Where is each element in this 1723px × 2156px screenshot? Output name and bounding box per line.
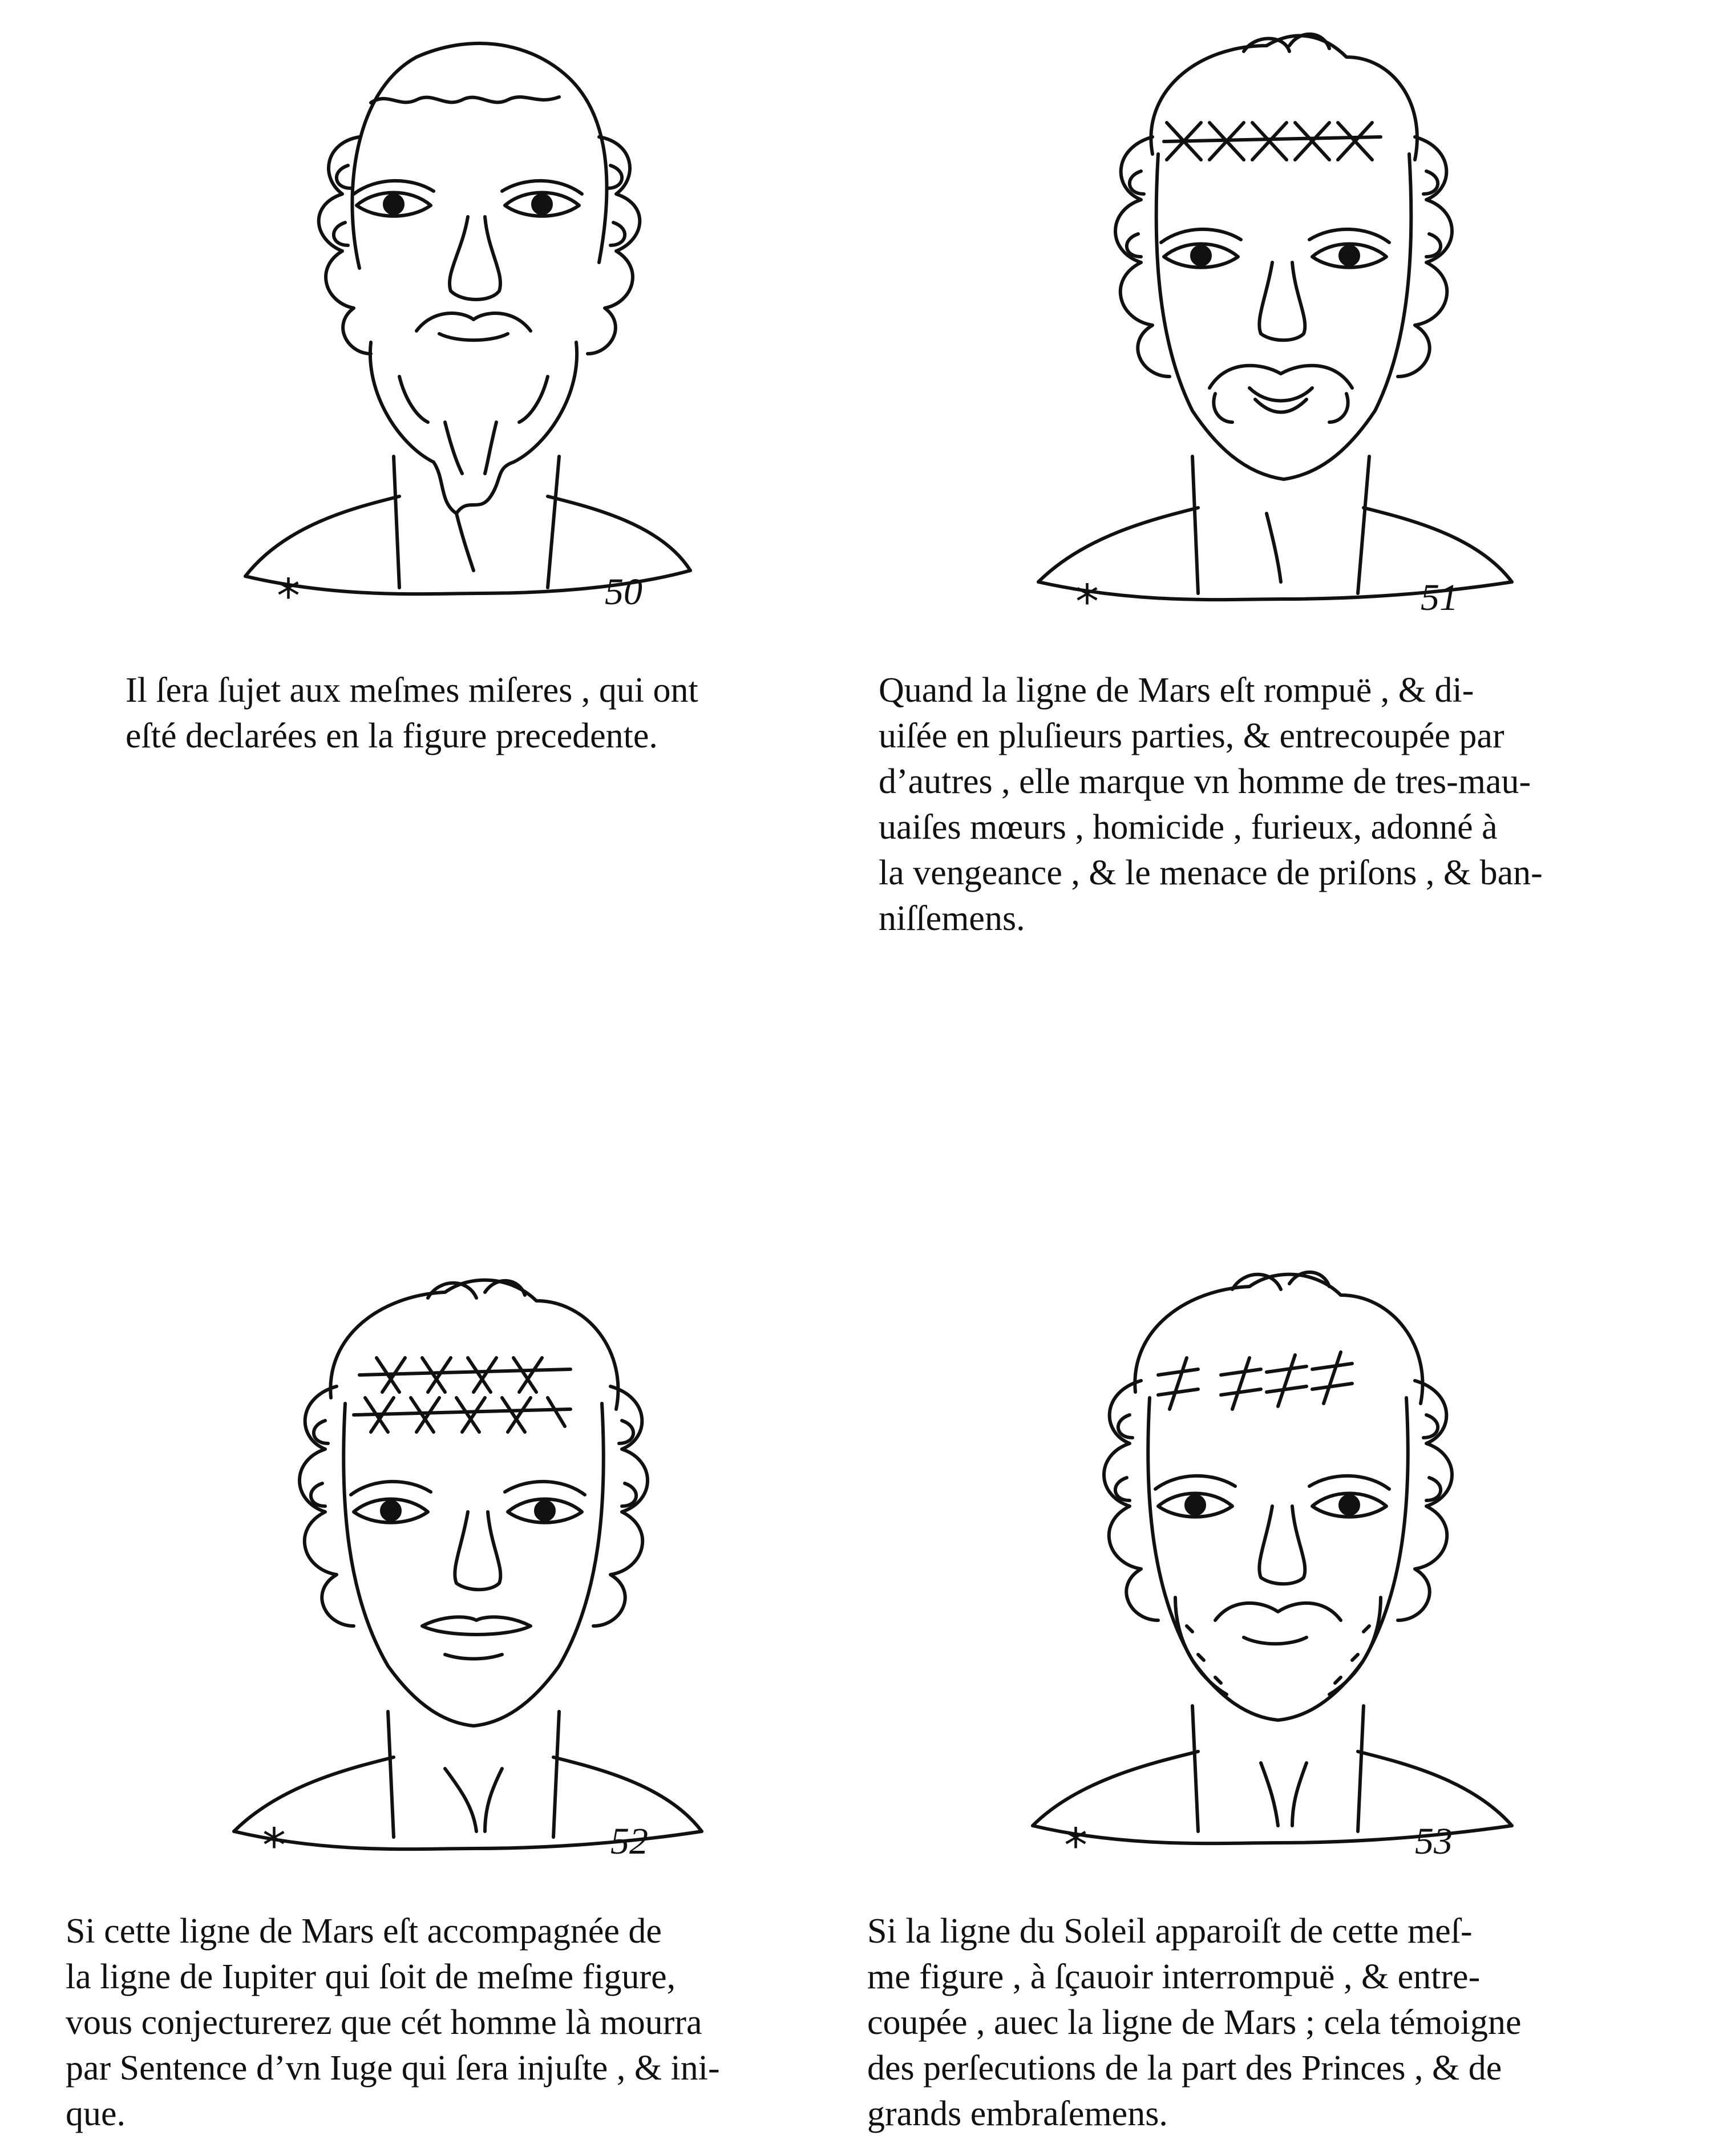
star-mark-51: *: [1075, 575, 1099, 629]
face-illustration-51: [1027, 23, 1540, 622]
star-mark-52: *: [262, 1819, 286, 1873]
caption-53-line: me figure , à ſçauoir interrompuë , & entre-: [867, 1957, 1481, 1996]
caption-50-line: eſté declarées en la figure precedente.: [126, 717, 658, 755]
figure-51: [1027, 23, 1540, 629]
caption-50-line: Il ſera ſujet aux meſmes miſeres , qui ont: [126, 671, 698, 710]
caption-53-line: grands embraſemens.: [867, 2094, 1168, 2133]
figure-number-52: 52: [610, 1821, 648, 1862]
caption-52-line: par Sentence d’vn Iuge qui ſera injuſte , & ini-: [66, 2049, 720, 2088]
caption-52-line: vous conjecturerez que cét homme là mourra: [66, 2003, 702, 2042]
figure-number-50: 50: [605, 571, 642, 613]
figure-52: [217, 1267, 730, 1873]
caption-52: [66, 1908, 830, 2137]
caption-53-line: des perſecutions de la part des Princes , & de: [867, 2049, 1502, 2088]
caption-52-line: Si cette ligne de Mars eſt accompagnée de: [66, 1912, 662, 1951]
caption-53-line: coupée , auec la ligne de Mars ; cela témoigne: [867, 2003, 1522, 2042]
star-mark-53: *: [1064, 1819, 1087, 1873]
face-illustration-53: [1016, 1255, 1540, 1866]
star-mark-50: *: [277, 569, 300, 624]
caption-52-line: la ligne de Iupiter qui ſoit de meſme figure,: [66, 1957, 676, 1996]
caption-51-line: Quand la ligne de Mars eſt rompuë , & di-: [879, 671, 1474, 710]
face-illustration-50: [228, 23, 742, 622]
caption-53-line: Si la ligne du Soleil apparoiſt de cette meſ-: [867, 1912, 1473, 1951]
caption-51-line: niſſemens.: [879, 899, 1025, 938]
figure-50: [228, 23, 742, 622]
caption-51-line: la vengeance , & le menace de priſons , & ban-: [879, 853, 1543, 892]
caption-50: [126, 668, 833, 759]
face-illustration-52: [217, 1267, 730, 1866]
figure-number-53: 53: [1415, 1821, 1453, 1862]
caption-51-line: uiſée en pluſieurs parties, & entrecoupée par: [879, 717, 1504, 755]
caption-51-line: uaiſes mœurs , homicide , furieux, adonné à: [879, 808, 1498, 847]
caption-53: [867, 1908, 1643, 2137]
figure-number-51: 51: [1421, 577, 1458, 618]
figure-53: [1016, 1255, 1540, 1873]
caption-52-line: que.: [66, 2094, 126, 2133]
caption-51-line: d’autres , elle marque vn homme de tres-mau-: [879, 762, 1531, 801]
caption-51: [879, 668, 1637, 941]
